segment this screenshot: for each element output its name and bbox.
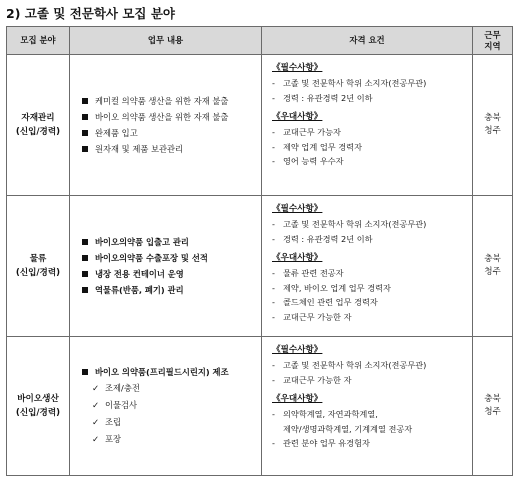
- category-type: (신입/경력): [15, 127, 61, 137]
- duty-subitem: ✓ 이물검사: [82, 397, 261, 414]
- duty-item: 바이오 의약품 생산을 위한 자재 불출: [82, 109, 261, 125]
- qualifications-cell: [262, 337, 473, 476]
- recruitment-table: [6, 26, 513, 476]
- preferred-item: - 의약학계열, 자연과학계열, 제약/생명과학계열, 기계계열 전공자: [272, 409, 413, 434]
- duty-item: 완제품 입고: [82, 125, 261, 141]
- preferred-item: - 물류 관련 전공자: [272, 268, 344, 278]
- header-duties: 업무 내용: [70, 27, 262, 55]
- required-item: - 고졸 및 전문학사 학위 소지자(전공무관): [272, 360, 427, 370]
- category-type: (신입/경력): [15, 408, 61, 418]
- square-bullet-icon: [82, 369, 88, 375]
- duty-item: 바이오의약품 수출포장 및 선적: [82, 250, 261, 266]
- duties-cell: [70, 196, 262, 337]
- section-title: 2) 고졸 및 전문학사 모집 분야: [6, 6, 175, 21]
- table-row: [7, 196, 513, 337]
- required-heading: 《필수사항》: [272, 345, 323, 355]
- region-cell: [473, 337, 513, 476]
- region-province: 충북: [484, 113, 501, 123]
- preferred-heading: 《우대사항》: [272, 253, 323, 263]
- duty-subitem: ✓ 포장: [82, 431, 261, 448]
- preferred-item: - 콜드체인 관련 업무 경력자: [272, 297, 378, 307]
- category-cell: [7, 55, 70, 196]
- preferred-heading: 《우대사항》: [272, 112, 323, 122]
- header-category: 모집 분야: [7, 27, 70, 55]
- category-cell: [7, 196, 70, 337]
- region-province: 충북: [484, 254, 501, 264]
- qualifications-cell: [262, 55, 473, 196]
- preferred-item: - 관련 분야 업무 유경험자: [272, 438, 370, 448]
- square-bullet-icon: [82, 114, 88, 120]
- preferred-item: - 제약, 바이오 업계 업무 경력자: [272, 282, 391, 293]
- region-cell: [473, 196, 513, 337]
- duty-item: 바이오 의약품(프리필드시린지) 제조: [82, 364, 261, 380]
- table-row: [7, 55, 513, 196]
- check-icon: ✓: [92, 418, 100, 428]
- check-icon: ✓: [92, 401, 100, 411]
- category-type: (신입/경력): [15, 268, 61, 278]
- check-icon: ✓: [92, 384, 100, 394]
- category-cell: [7, 337, 70, 476]
- required-item: - 경력 : 유관경력 2년 이하: [272, 233, 373, 244]
- header-region-line2: 지역: [484, 40, 501, 51]
- category-name: 바이오생산: [17, 394, 59, 404]
- region-city: 청주: [484, 126, 501, 136]
- duty-item: 바이오의약품 입출고 관리: [82, 234, 261, 250]
- category-name: 물류: [29, 254, 47, 264]
- preferred-item: - 교대근무 가능자: [272, 127, 341, 137]
- duty-item: 냉장 전용 컨테이너 운영: [82, 266, 261, 282]
- preferred-heading: 《우대사항》: [272, 394, 323, 404]
- square-bullet-icon: [82, 255, 88, 261]
- duties-cell: [70, 55, 262, 196]
- preferred-item: - 제약 업계 업무 경력자: [272, 141, 362, 152]
- duty-subitem: ✓ 조제/충전: [82, 380, 261, 397]
- qualifications-cell: [262, 196, 473, 337]
- square-bullet-icon: [82, 287, 88, 293]
- square-bullet-icon: [82, 239, 88, 245]
- square-bullet-icon: [82, 146, 88, 152]
- required-item: - 고졸 및 전문학사 학위 소지자(전공무관): [272, 78, 427, 88]
- region-city: 청주: [484, 407, 501, 417]
- square-bullet-icon: [82, 271, 88, 277]
- check-icon: ✓: [92, 435, 100, 445]
- duty-item: 원자재 및 제품 보관관리: [82, 141, 261, 157]
- square-bullet-icon: [82, 130, 88, 136]
- table-header-row: [7, 27, 513, 55]
- header-region-line1: 근무: [484, 29, 501, 40]
- duty-item: 케미컬 의약품 생산을 위한 자재 불출: [82, 93, 261, 109]
- header-qualifications: 자격 요건: [262, 27, 473, 55]
- table-row: [7, 337, 513, 476]
- category-name: 자재관리: [21, 113, 55, 123]
- required-heading: 《필수사항》: [272, 63, 323, 73]
- duties-cell: [70, 337, 262, 476]
- required-item: - 고졸 및 전문학사 학위 소지자(전공무관): [272, 219, 427, 229]
- region-cell: [473, 55, 513, 196]
- required-item: - 교대근무 가능한 자: [272, 374, 352, 385]
- duty-item: 역물류(반품, 폐기) 관리: [82, 282, 261, 298]
- square-bullet-icon: [82, 98, 88, 104]
- preferred-item: - 영어 능력 우수자: [272, 156, 344, 166]
- required-heading: 《필수사항》: [272, 204, 323, 214]
- region-city: 청주: [484, 267, 501, 277]
- duty-subitem: ✓ 조립: [82, 414, 261, 431]
- required-item: - 경력 : 유관경력 2년 이하: [272, 92, 373, 103]
- preferred-item: - 교대근무 가능한 자: [272, 311, 352, 322]
- region-province: 충북: [484, 394, 501, 404]
- header-region: [473, 27, 513, 55]
